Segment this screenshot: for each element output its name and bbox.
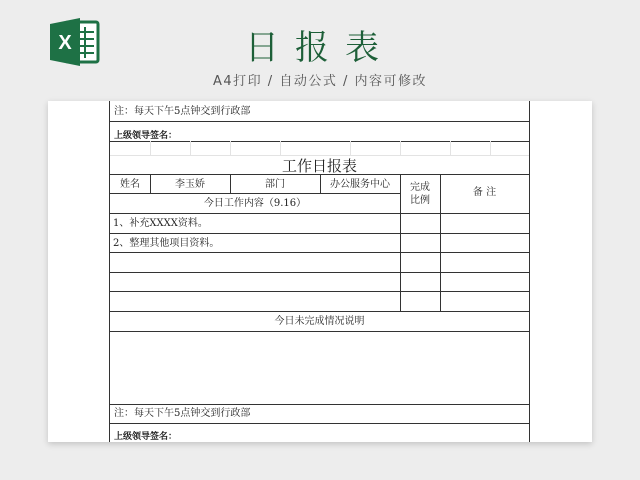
- footer-submission-note: 注：每天下午5点钟交到行政部: [114, 408, 251, 419]
- name-label: 姓名: [120, 179, 140, 190]
- page-title: 日报表: [245, 28, 395, 68]
- task-item-1: 1、补充XXXX资料。: [113, 218, 208, 229]
- completion-ratio-label-line2: 比例: [410, 195, 430, 206]
- unfinished-explanation-label: 今日未完成情况说明: [274, 316, 365, 327]
- department-label: 部门: [265, 179, 285, 190]
- remarks-label: 备 注: [472, 187, 497, 198]
- spreadsheet-preview: [48, 101, 592, 442]
- today-work-content-label: 今日工作内容（9.16）: [203, 198, 307, 209]
- completion-ratio-label-line1: 完成: [410, 182, 430, 193]
- daily-report-form: [109, 101, 530, 442]
- page-subtitle: A4打印 / 自动公式 / 内容可修改: [213, 74, 427, 89]
- footer-signature-label: 上级领导签名：: [114, 432, 178, 442]
- name-value: 李玉娇: [175, 179, 205, 190]
- form-title: 工作日报表: [281, 157, 357, 175]
- department-value: 办公服务中心: [330, 179, 390, 190]
- task-item-2: 2、整理其他项目资料。: [113, 238, 220, 249]
- supervisor-signature-label: 上级领导签名：: [114, 131, 178, 141]
- submission-note: 注：每天下午5点钟交到行政部: [114, 106, 251, 117]
- svg-text:X: X: [58, 32, 72, 54]
